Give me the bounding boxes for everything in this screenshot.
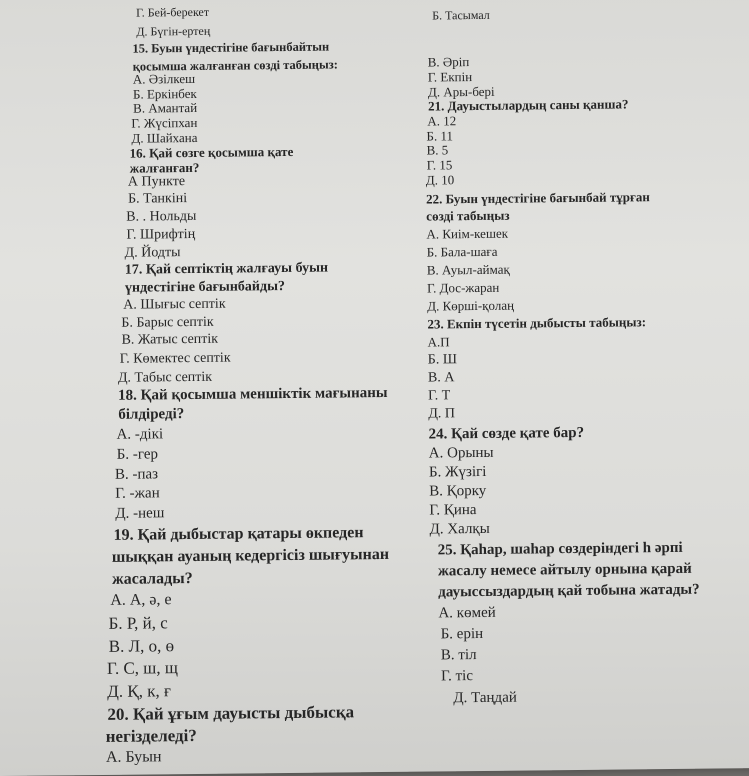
right-text-line: Г. 15	[426, 157, 453, 173]
left-text-line: А. А, ә, е	[110, 591, 172, 609]
left-text-line: Д. -неш	[115, 505, 165, 522]
left-text-line: 18. Қай қосымша меншіктік мағынаны	[118, 384, 388, 404]
right-text-line: Г. Дос-жаран	[426, 279, 500, 296]
right-text-line: Г. Қина	[429, 502, 477, 519]
left-text-line: В. Амантай	[133, 99, 198, 116]
right-text-line: А.П	[427, 334, 450, 350]
left-text-line: В. Л, о, ө	[108, 636, 175, 656]
left-text-line: білдіреді?	[118, 406, 185, 423]
right-text-line: жасалу немесе айтылу орнына қарай	[437, 560, 692, 580]
left-text-line: Д. Табыс септік	[117, 369, 213, 386]
left-text-line: үндестігіне бағынбайды?	[124, 279, 286, 296]
left-text-line: А Пункте	[127, 174, 186, 190]
right-text-line: В. Қорку	[429, 482, 487, 500]
left-text-line: 16. Қай сөзге қосымша қате	[129, 143, 294, 161]
left-text-line: Б. Барыс септік	[121, 314, 214, 331]
right-text-line: Д. Ары-бері	[427, 83, 495, 100]
left-text-line: Д. Йодты	[124, 245, 181, 261]
left-text-line: 19. Қай дыбыстар қатары өкпеден	[113, 524, 364, 544]
right-text-line: В. А	[427, 370, 455, 386]
left-text-line: шыққан ауаның кедергісіз шығуынан	[111, 545, 390, 566]
right-text-line: Б. Ш	[427, 352, 458, 368]
left-text-line: А. -дікі	[116, 426, 164, 443]
right-text-line: 22. Буын үндестігіне бағынбай тұрған	[426, 189, 650, 207]
left-text-line: Д. Бүгін-ертең	[136, 23, 211, 39]
right-text-line: дауыссыздардың қай тобына жатады?	[438, 581, 700, 601]
left-text-line: Г. Көмектес септік	[119, 350, 231, 367]
right-text-line: Д. П	[428, 406, 456, 422]
left-text-line: А. Әзілкеш	[132, 70, 196, 87]
right-text-line: В. тіл	[440, 647, 477, 664]
left-text-line: Б. -гер	[116, 446, 159, 463]
left-text-line: Д. Қ, к, ғ	[107, 681, 171, 701]
right-text-line: 24. Қай сөзде қате бар?	[428, 424, 585, 443]
right-text-line: Б. 11	[426, 128, 453, 144]
right-text-line: Б. ерін	[440, 625, 484, 643]
left-text-line: 20. Қай ұғым дауысты дыбысқа	[107, 702, 355, 724]
right-text-line: сөзді табыңыз	[426, 207, 510, 224]
right-text-line: Г. Екпін	[427, 69, 473, 85]
left-text-line: жасалады?	[111, 570, 193, 588]
left-text-line: Г. Жүсіпхан	[131, 114, 198, 131]
right-text-line: А. Киім-кешек	[426, 225, 509, 242]
right-text-line: Д. 10	[425, 172, 455, 188]
right-text-line: Б. Жүзігі	[428, 463, 487, 481]
left-text-line: В. Жатыс септік	[121, 331, 219, 348]
right-text-line: В. Әріп	[427, 54, 470, 70]
left-text-line: А. Буын	[105, 748, 162, 766]
left-text-line: Г. -жан	[115, 485, 160, 502]
right-text-line: 21. Дауыстылардың саны қанша?	[428, 96, 629, 114]
left-text-line: В. . Нольды	[126, 208, 197, 225]
right-text-line: Г. тіс	[441, 668, 474, 685]
right-text-line: Г. Т	[428, 388, 451, 404]
left-text-line: 15. Буын үндестігіне бағынбайтын	[132, 39, 330, 56]
right-text-line: Б. Бала-шаға	[426, 243, 498, 260]
left-text-line: қосымша жалғанған сөзді табыңыз:	[132, 57, 338, 74]
left-text-line: 17. Қай септіктің жалғауы буын	[124, 260, 329, 278]
left-text-line: Д. Шайхана	[131, 129, 198, 146]
left-text-line: А. Шығыс септік	[123, 296, 226, 313]
right-text-line: В. Ауыл-аймақ	[426, 261, 510, 278]
right-text-line: А. 12	[427, 113, 457, 129]
right-text-line: Д. Көрші-қолаң	[427, 297, 515, 314]
left-text-line: Г. Шрифтің	[126, 226, 196, 243]
right-text-line: В. 5	[426, 142, 449, 158]
left-text-line: негізделеді?	[105, 725, 197, 746]
left-text-line: Г. Бей-берекет	[136, 4, 210, 20]
right-text-line: Д. Халқы	[429, 520, 490, 538]
right-text-line: А. көмей	[438, 604, 496, 622]
right-text-line: 23. Екпін түсетін дыбысты табыңыз:	[427, 314, 647, 332]
left-text-line: жалғанған?	[129, 159, 200, 176]
left-text-line: Б. Р, й, с	[108, 613, 168, 633]
right-text-line: Д. Таңдай	[453, 689, 517, 707]
right-text-line: 25. Қаһар, шаһар сөздеріндегі һ әрпі	[437, 539, 683, 559]
left-text-line: Б. Танкіні	[127, 191, 188, 207]
left-text-line: Б. Еркінбек	[132, 85, 197, 102]
right-text-line: А. Орыны	[428, 444, 494, 462]
left-text-line: В. -паз	[114, 466, 159, 483]
left-text-line: Г. С, ш, щ	[106, 658, 179, 678]
right-text-line: Б. Тасымал	[432, 7, 490, 23]
